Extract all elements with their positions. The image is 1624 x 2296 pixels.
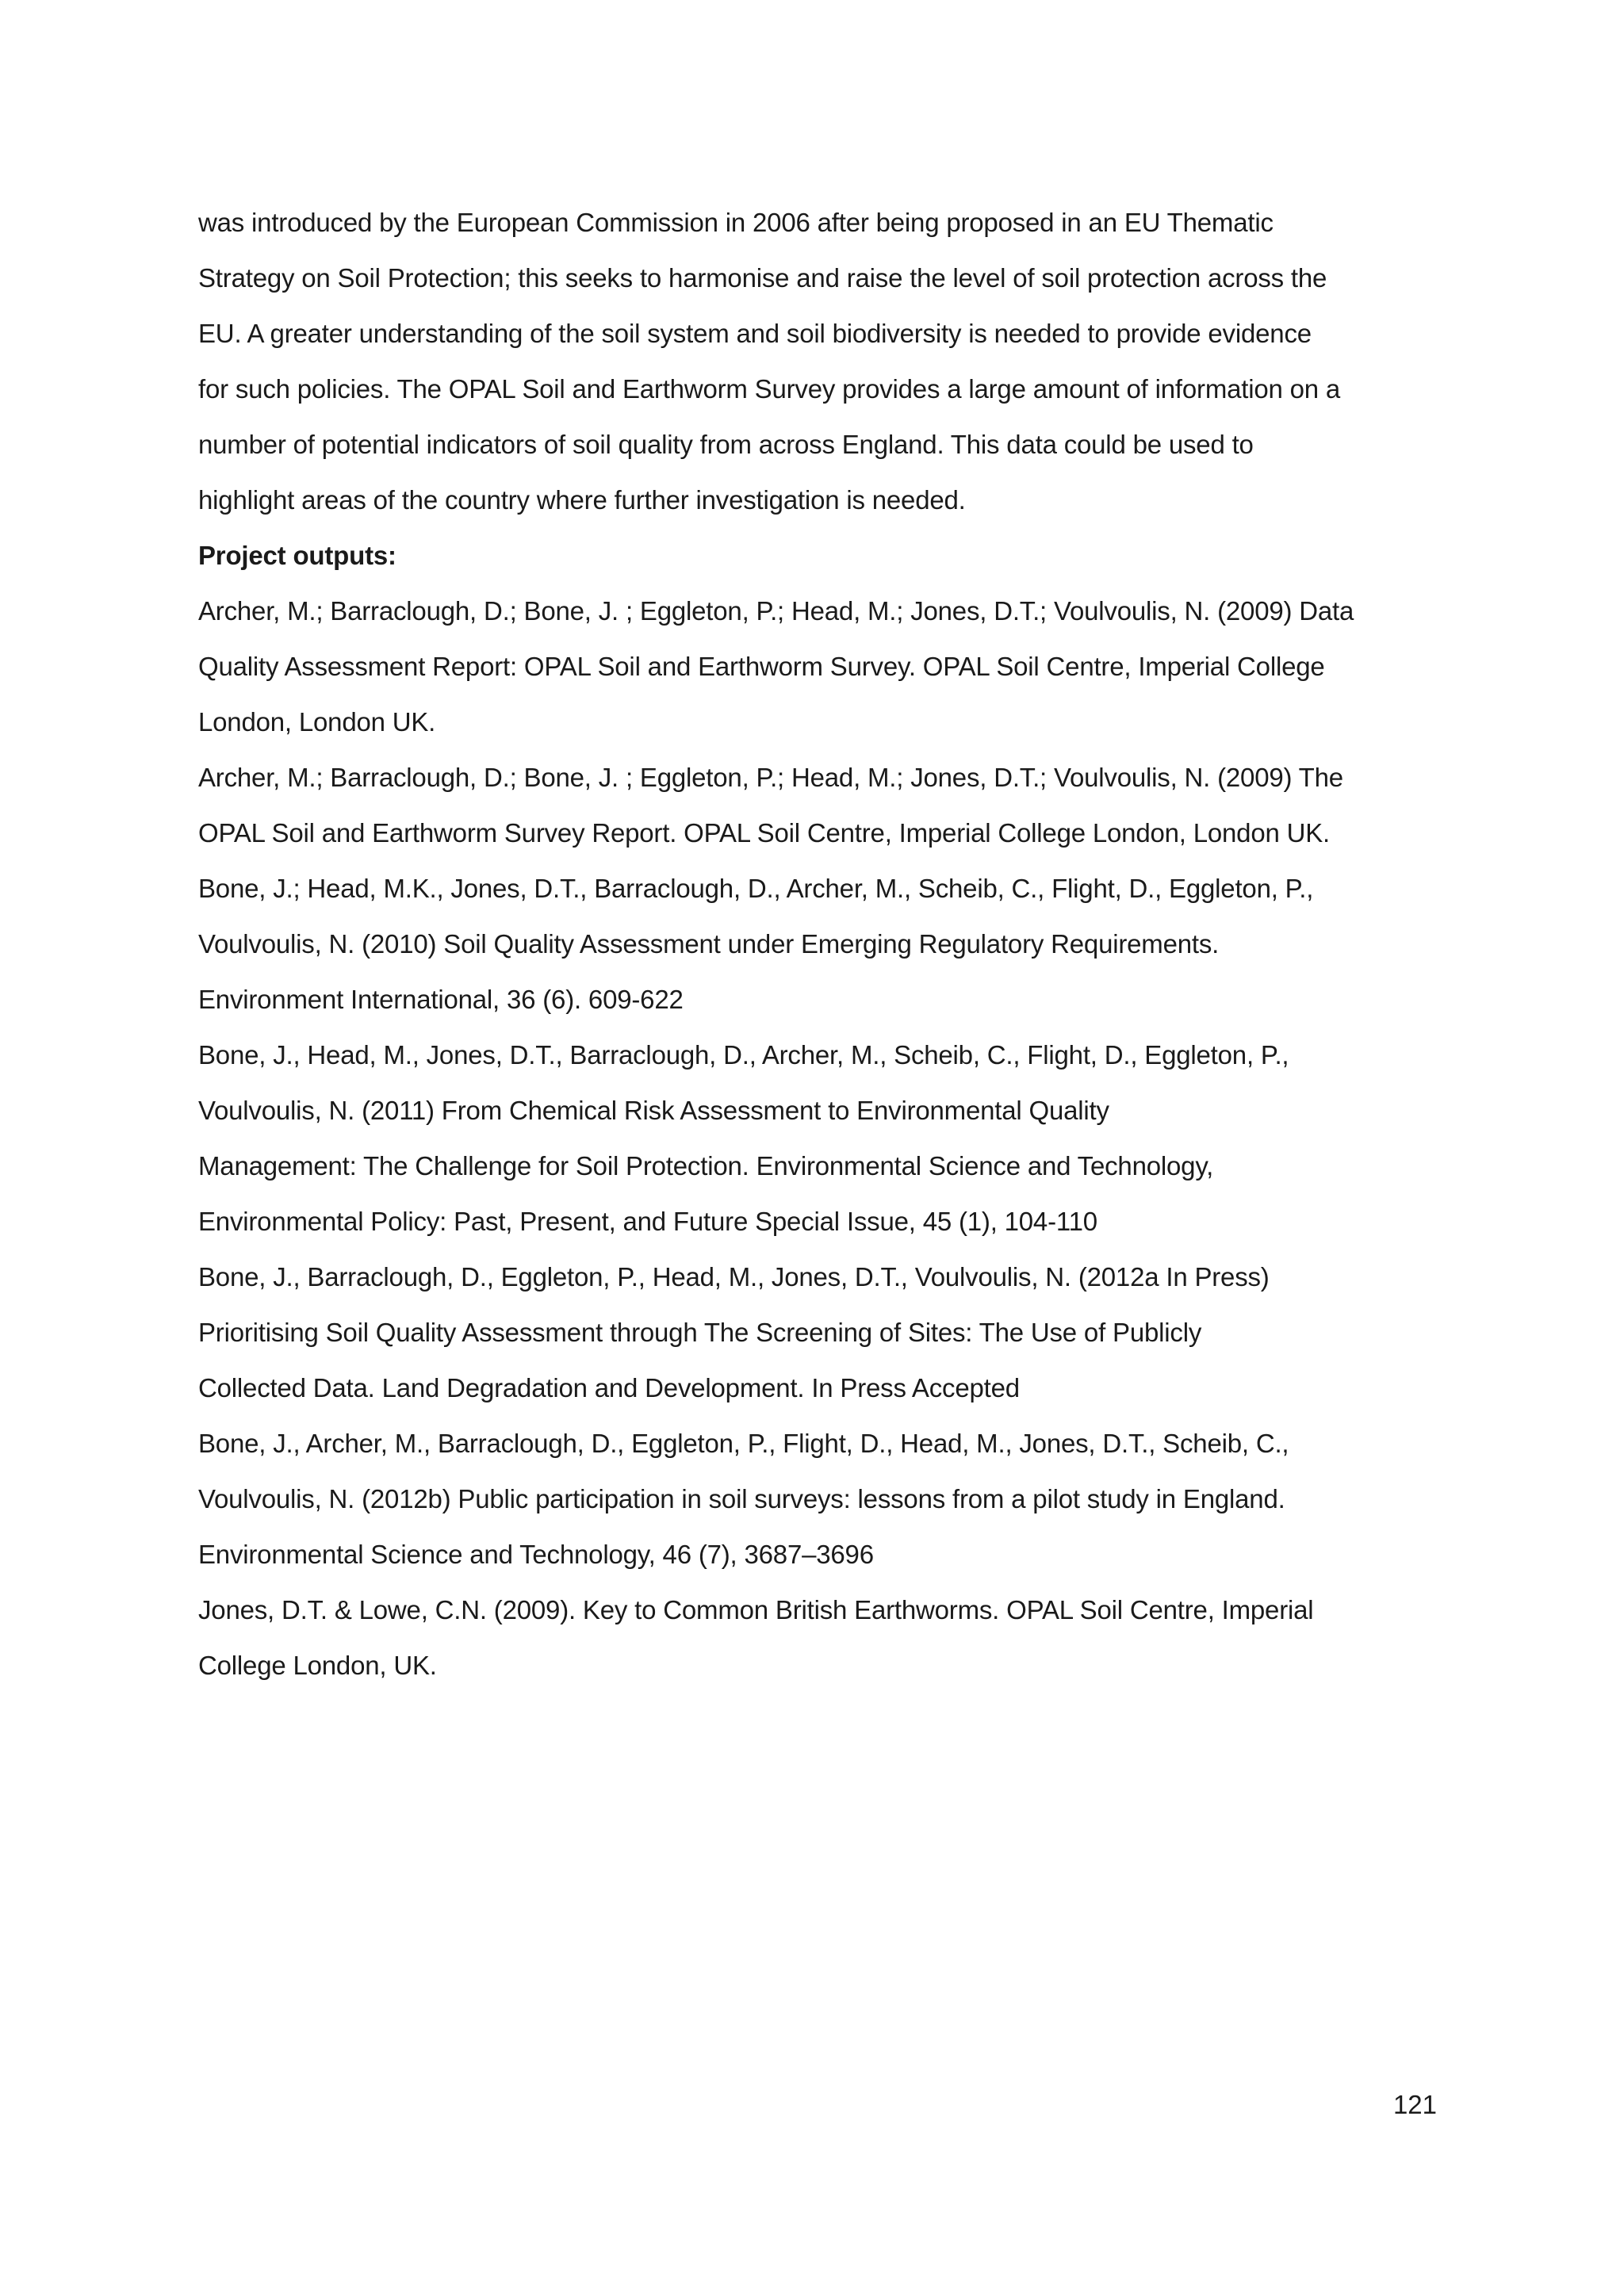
- reference-line: Bone, J., Archer, M., Barraclough, D., Eggleton, P., Flight, D., Head, M., Jones, D.T., Scheib, C.,: [198, 1429, 1289, 1458]
- reference-line: Environmental Science and Technology, 46 (7), 3687–3696: [198, 1540, 874, 1569]
- reference-line: Jones, D.T. & Lowe, C.N. (2009). Key to Common British Earthworms. OPAL Soil Centre, Imperial: [198, 1595, 1314, 1624]
- reference-line: Bone, J., Barraclough, D., Eggleton, P., Head, M., Jones, D.T., Voulvoulis, N. (2012a In Press): [198, 1262, 1270, 1292]
- body-text-line: EU. A greater understanding of the soil system and soil biodiversity is needed to provide evidence: [198, 319, 1312, 348]
- page-number: 121: [1392, 2090, 1437, 2119]
- reference-line: Voulvoulis, N. (2011) From Chemical Risk Assessment to Environmental Quality: [198, 1096, 1109, 1125]
- project-outputs-heading: Project outputs:: [198, 541, 396, 570]
- reference-line: Quality Assessment Report: OPAL Soil and Earthworm Survey. OPAL Soil Centre, Imperial College: [198, 652, 1325, 681]
- reference-line: Environment International, 36 (6). 609-622: [198, 985, 684, 1014]
- body-text-line: Strategy on Soil Protection; this seeks to harmonise and raise the level of soil protection across the: [198, 263, 1327, 293]
- body-text-line: highlight areas of the country where further investigation is needed.: [198, 485, 966, 515]
- page-body: [198, 195, 1435, 1693]
- reference-line: Archer, M.; Barraclough, D.; Bone, J. ; Eggleton, P.; Head, M.; Jones, D.T.; Voulvoulis, N. (2009) Data: [198, 596, 1354, 626]
- reference-line: Collected Data. Land Degradation and Development. In Press Accepted: [198, 1373, 1020, 1402]
- reference-line: Voulvoulis, N. (2012b) Public participation in soil surveys: lessons from a pilot study in England.: [198, 1484, 1285, 1513]
- body-text-line: number of potential indicators of soil quality from across England. This data could be used to: [198, 430, 1254, 459]
- body-text-line: for such policies. The OPAL Soil and Earthworm Survey provides a large amount of information on a: [198, 374, 1341, 404]
- reference-line: Archer, M.; Barraclough, D.; Bone, J. ; Eggleton, P.; Head, M.; Jones, D.T.; Voulvoulis, N. (2009) The: [198, 763, 1343, 792]
- reference-line: Management: The Challenge for Soil Protection. Environmental Science and Technology,: [198, 1151, 1214, 1181]
- reference-line: College London, UK.: [198, 1651, 437, 1680]
- reference-line: Prioritising Soil Quality Assessment through The Screening of Sites: The Use of Publicly: [198, 1318, 1202, 1347]
- reference-line: Voulvoulis, N. (2010) Soil Quality Assessment under Emerging Regulatory Requirements.: [198, 929, 1220, 959]
- reference-line: OPAL Soil and Earthworm Survey Report. OPAL Soil Centre, Imperial College London, London UK.: [198, 818, 1331, 848]
- reference-line: Bone, J., Head, M., Jones, D.T., Barraclough, D., Archer, M., Scheib, C., Flight, D., Eggleton, P.,: [198, 1040, 1289, 1070]
- reference-line: London, London UK.: [198, 707, 436, 737]
- reference-line: Environmental Policy: Past, Present, and Future Special Issue, 45 (1), 104-110: [198, 1207, 1097, 1236]
- body-text-line: was introduced by the European Commission in 2006 after being proposed in an EU Thematic: [198, 208, 1274, 237]
- reference-line: Bone, J.; Head, M.K., Jones, D.T., Barraclough, D., Archer, M., Scheib, C., Flight, D., Eggleton, P.,: [198, 874, 1314, 903]
